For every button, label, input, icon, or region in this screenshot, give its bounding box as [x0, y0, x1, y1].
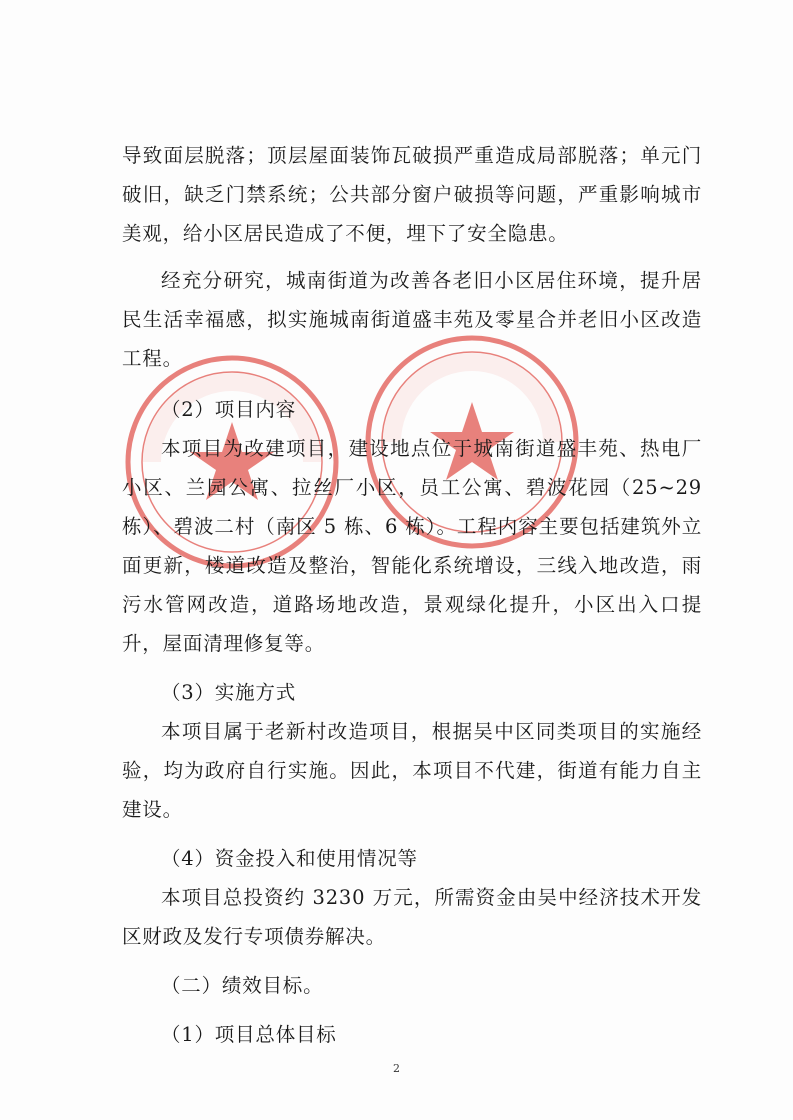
section-heading-performance-goals: （二）绩效目标。	[161, 974, 324, 997]
subheading-overall-goal: （1）项目总体目标	[161, 1023, 337, 1046]
section-heading-implementation: （3）实施方式	[161, 681, 297, 704]
paragraph-problems: 导致面层脱落；顶层屋面装饰瓦破损严重造成局部脱落；单元门破旧，缺乏门禁系统；公共部分窗户破损等问题，严重影响城市美观，给小区居民造成了不便，埋下了安全隐患。	[122, 144, 702, 245]
paragraph-project-content: 本项目为改建项目，建设地点位于城南街道盛丰苑、热电厂小区、兰园公寓、拉丝厂小区，员工公寓、碧波花园（25~29 栋）、碧波二村（南区 5 栋、6 栋）。工程内容主要包括建筑外立面更新，楼道改造及整治，智能化系统增设，三线入地改造，雨污水管网改造，道路场地改造，景观绿化提升，小区出入口提升，屋面清理修复等。	[122, 437, 702, 655]
section-heading-project-content: （2）项目内容	[161, 398, 297, 421]
section-heading-funding: （4）资金投入和使用情况等	[161, 847, 418, 870]
paragraph-funding: 本项目总投资约 3230 万元，所需资金由吴中经济技术开发区财政及发行专项债券解决。	[122, 886, 702, 948]
page-number: 2	[393, 1062, 400, 1075]
document-body	[122, 136, 702, 1054]
paragraph-implementation: 本项目属于老新村改造项目，根据吴中区同类项目的实施经验，均为政府自行实施。因此，本项目不代建，街道有能力自主建设。	[122, 720, 702, 821]
paragraph-renovation-plan: 经充分研究，城南街道为改善各老旧小区居住环境，提升居民生活幸福感，拟实施城南街道盛丰苑及零星合并老旧小区改造工程。	[122, 269, 702, 370]
